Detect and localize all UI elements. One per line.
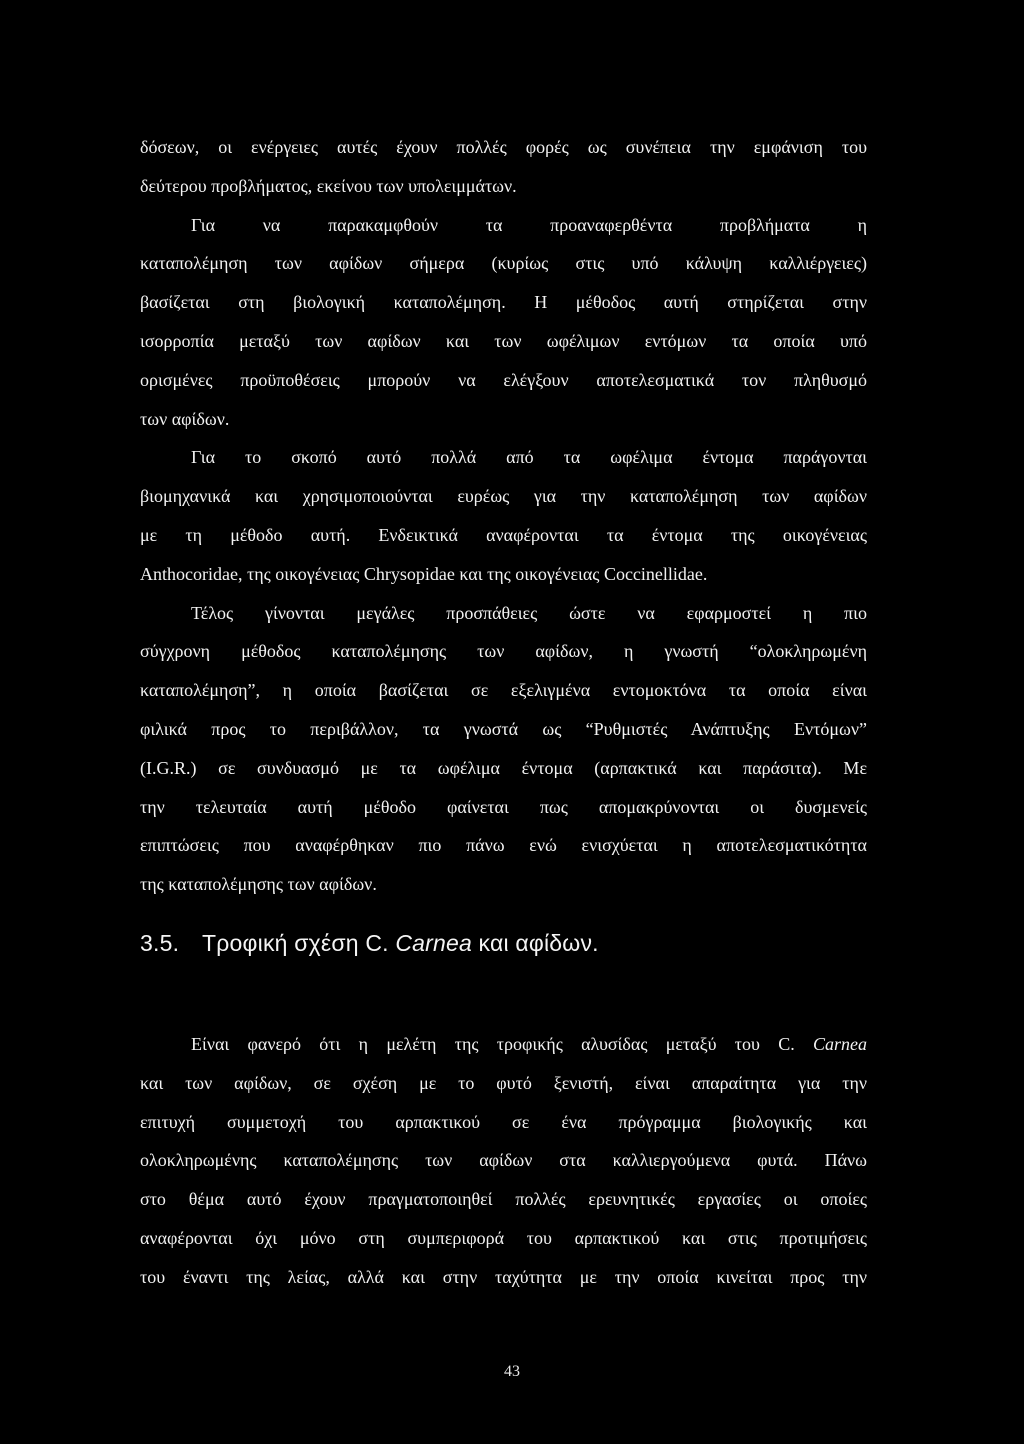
text-line: με τη μέθοδο αυτή. Ενδεικτικά αναφέρονται τα έντομα της οικογένειας — [140, 524, 867, 545]
text-line: επιτυχή συμμετοχή του αρπακτικού σε ένα πρόγραμμα βιολογικής και — [140, 1111, 867, 1132]
text-line: την τελευταία αυτή μέθοδο φαίνεται πως απομακρύνονται οι δυσμενείς — [140, 796, 867, 817]
text-line: ισορροπία μεταξύ των αφίδων και των ωφέλιμων εντόμων τα οποία υπό — [140, 330, 867, 351]
text-line: (I.G.R.) σε συνδυασμό με τα ωφέλιμα έντομα (αρπακτικά και παράσιτα). Με — [140, 757, 867, 778]
text-line: Για το σκοπό αυτό πολλά από τα ωφέλιμα έντομα παράγονται — [191, 447, 867, 468]
text-line: καταπολέμηση των αφίδων σήμερα (κυρίως στις υπό κάλυψη καλλιέργειες) — [140, 253, 867, 274]
body-text-block — [140, 128, 867, 904]
text-line: Τέλος γίνονται μεγάλες προσπάθειες ώστε να εφαρμοστεί η πιο — [191, 602, 867, 623]
section-number: 3.5. — [140, 930, 180, 956]
text-line: δόσεων, οι ενέργειες αυτές έχουν πολλές φορές ως συνέπεια την εμφάνιση του — [140, 137, 867, 157]
text-line: σύγχρονη μέθοδος καταπολέμησης των αφίδων, η γνωστή “ολοκληρωμένη — [140, 641, 867, 662]
text-line: βιομηχανικά και χρησιμοποιούνται ευρέως για την καταπολέμηση των αφίδων — [140, 486, 867, 507]
text-line: του έναντι της λείας, αλλά και στην ταχύτητα με την οποία κινείται προς την — [140, 1266, 867, 1287]
section-title-part: και αφίδων. — [471, 930, 599, 956]
section-body — [140, 1025, 867, 1297]
text-line: ολοκληρωμένης καταπολέμησης των αφίδων στα καλλιεργούμενα φυτά. Πάνω — [140, 1150, 867, 1171]
page-number: 43 — [504, 1363, 520, 1380]
text-line: των αφίδων. — [140, 408, 230, 429]
text-line: στο θέμα αυτό έχουν πραγματοποιηθεί πολλές ερευνητικές εργασίες οι οποίες — [140, 1189, 867, 1210]
text-line: αναφέρονται όχι μόνο στη συμπεριφορά του αρπακτικού και στις προτιμήσεις — [140, 1227, 867, 1248]
text-line: ορισμένες προϋποθέσεις μπορούν να ελέγξουν αποτελεσματικά τον πληθυσμό — [140, 369, 867, 390]
text-line: φιλικά προς το περιβάλλον, τα γνωστά ως “Ρυθμιστές Ανάπτυξης Εντόμων” — [140, 718, 867, 739]
text-line: Anthocoridae, της οικογένειας Chrysopidae και της οικογένειας Coccinellidae. — [140, 563, 708, 584]
section-title-part: Τροφική σχέση C. — [202, 930, 396, 956]
text-line: Για να παρακαμφθούν τα προαναφερθέντα προβλήματα η — [191, 214, 867, 235]
text-line — [140, 1025, 867, 1064]
text-line: βασίζεται στη βιολογική καταπολέμηση. Η μέθοδος αυτή στηρίζεται στην — [140, 292, 867, 313]
text-line: δεύτερου προβλήματος, εκείνου των υπολειμμάτων. — [140, 175, 517, 196]
text-line: καταπολέμηση”, η οποία βασίζεται σε εξελιγμένα εντομοκτόνα τα οποία είναι — [140, 680, 867, 701]
text-line: επιπτώσεις που αναφέρθηκαν πιο πάνω ενώ ενισχύεται η αποτελεσματικότητα — [140, 835, 867, 856]
species-name: Carnea — [813, 1034, 867, 1054]
text-line: της καταπολέμησης των αφίδων. — [140, 874, 377, 895]
text-line: και των αφίδων, σε σχέση με το φυτό ξενιστή, είναι απαραίτητα για την — [140, 1072, 867, 1093]
section-title-italic: Carnea — [395, 930, 472, 956]
section-heading — [140, 930, 599, 957]
text-run: Είναι φανερό ότι η μελέτη της τροφικής αλυσίδας μεταξύ του C. — [191, 1034, 813, 1054]
